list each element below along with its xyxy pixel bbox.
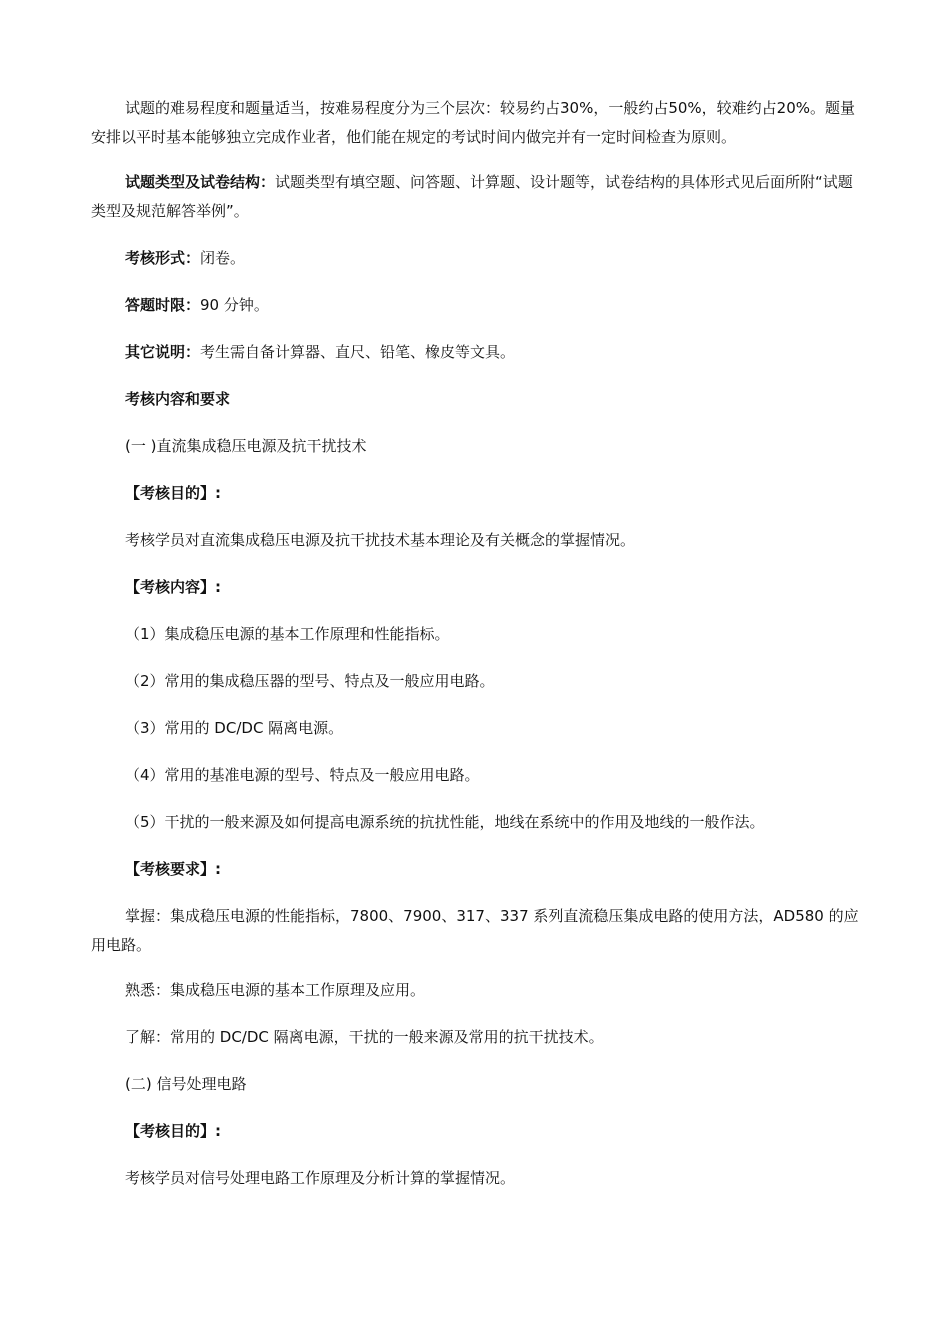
difficulty-paragraph: 试题的难易程度和题量适当，按难易程度分为三个层次：较易约占30%，一般约占50%，较难约占20%。题量安排以平时基本能够独立完成作业者，他们能在规定的考试时间内做完并有一定时间检查为原则。 [91, 99, 856, 146]
exam-requirements-label: 【考核要求】: [125, 860, 221, 878]
content-item-5: （5）干扰的一般来源及如何提高电源系统的抗扰性能，地线在系统中的作用及地线的一般作法。 [125, 813, 765, 831]
exam-purpose-text: 考核学员对直流集成稳压电源及抗干扰技术基本理论及有关概念的掌握情况。 [125, 531, 636, 549]
exam-purpose-text-2: 考核学员对信号处理电路工作原理及分析计算的掌握情况。 [125, 1169, 516, 1187]
content-item-4: （4）常用的基准电源的型号、特点及一般应用电路。 [125, 766, 480, 784]
exam-purpose-label: 【考核目的】: [125, 484, 221, 502]
time-limit-paragraph [91, 291, 863, 320]
other-notes-paragraph [91, 338, 863, 367]
requirement-understand: 了解：常用的 DC/DC 隔离电源，干扰的一般来源及常用的抗干扰技术。 [125, 1028, 604, 1046]
question-types-paragraph [91, 168, 863, 226]
question-types-label: 试题类型及试卷结构： [125, 173, 276, 191]
time-limit-text: 90 分钟。 [200, 296, 269, 314]
question-types-text: 试题类型有填空题、问答题、计算题、设计题等，试卷结构的具体形式见后面所附“试题类型及规范解答举例”。 [91, 173, 853, 220]
exam-form-text: 闭卷。 [200, 249, 246, 267]
content-item-1: （1）集成稳压电源的基本工作原理和性能指标。 [125, 625, 450, 643]
chapter-one-title: (一 )直流集成稳压电源及抗干扰技术 [125, 437, 367, 455]
other-notes-label: 其它说明： [125, 343, 201, 361]
exam-purpose-label-2: 【考核目的】: [125, 1122, 221, 1140]
requirement-familiar: 熟悉：集成稳压电源的基本工作原理及应用。 [125, 981, 426, 999]
exam-content-label: 【考核内容】: [125, 578, 221, 596]
content-item-2: （2）常用的集成稳压器的型号、特点及一般应用电路。 [125, 672, 495, 690]
exam-form-paragraph [91, 244, 863, 273]
exam-form-label: 考核形式： [125, 249, 201, 267]
requirement-master: 掌握：集成稳压电源的性能指标，7800、7900、317、337 系列直流稳压集成电路的使用方法，AD580 的应用电路。 [91, 907, 859, 954]
content-item-3: （3）常用的 DC/DC 隔离电源。 [125, 719, 344, 737]
document-page [91, 94, 863, 1193]
section-heading: 考核内容和要求 [125, 390, 231, 408]
chapter-two-title: (二) 信号处理电路 [125, 1075, 247, 1093]
other-notes-text: 考生需自备计算器、直尺、铅笔、橡皮等文具。 [200, 343, 516, 361]
time-limit-label: 答题时限： [125, 296, 201, 314]
